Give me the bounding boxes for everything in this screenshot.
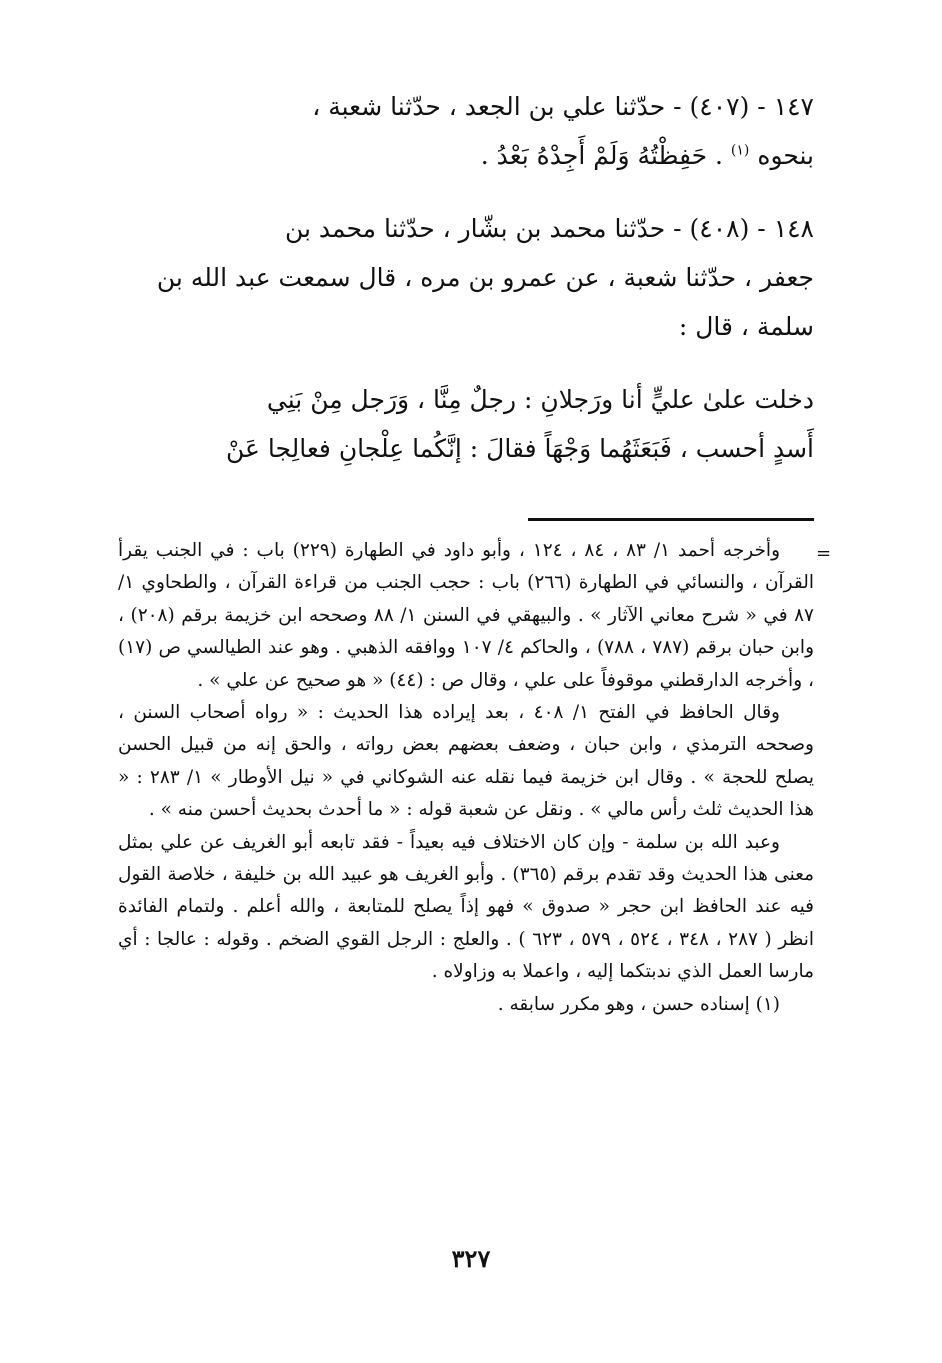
footnote-line: وقال الحافظ في الفتح ١/ ٤٠٨ ، بعد إيراده هذا الحديث : « رواه — [254, 702, 780, 724]
footnote-line: والحاكم ٤/ ١٠٧ ووافقه الذهبي . وهو عند الطيالسي ص (١٧) ، وأخرجه — [118, 637, 814, 691]
footnote-line: وأخرجه أحمد ١/ ٨٣ ، ٨٤ ، ١٢٤ ، وأبو داود في الطهارة (٢٢٩) باب : — [242, 540, 781, 561]
main-text — [118, 82, 814, 473]
footnote-line: ٦٢٣ ) . والعلج : الرجل القوي الضخم . وقوله : عالجا : أي مارسا العمل — [118, 928, 814, 983]
footnote-line: علي بمثل معنى هذا الحديث وقد تقدم برقم (٣٦٥) . وأبو الغريف هو عبيد — [118, 831, 814, 886]
hadith-148-line-1: ١٤٨ - (٤٠٨) - حدّثنا محمد بن بشّار ، حدّثنا محمد بن — [284, 214, 814, 243]
hadith-148-line-2: جعفر ، حدّثنا شعبة ، عن عمرو بن مره ، قال سمعت عبد الله بن — [156, 263, 814, 292]
hadith-147-line-1: ١٤٧ - (٤٠٧) - حدّثنا علي بن الجعد ، حدّثنا شعبة ، — [312, 92, 814, 121]
footnote-1: (١) إسناده حسن ، وهو مكرر سابقه . — [497, 993, 780, 1015]
footnote-line: عن شعبة قوله : « ما أحدث بحديث أحسن منه » . — [148, 799, 530, 821]
footnote-line: الشوكاني في « نيل الأوطار » ١/ ٢٨٣ : « هذا الحديث ثلث رأس مالي » . ونقل — [118, 766, 814, 821]
footnote-ref-1: (١) — [730, 142, 750, 159]
hadith-148-line-3: سلمة ، قال : — [678, 312, 814, 341]
footnote-line: قراءة القرآن ، والطحاوي ١/ ٨٧ في « شرح معاني الآثار » . والبيهقي في السنن — [118, 572, 814, 626]
footnote-paragraph-2 — [118, 697, 814, 827]
hadith-147-text-b: . حَفِظْتُهُ وَلَمْ أَجِدْهُ بَعْدُ . — [480, 141, 723, 170]
footnote-line: الله بن خليفة ، خلاصة القول فيه عند الحافظ ابن حجر « صدوق » فهو إذاً يصلح — [118, 864, 815, 918]
matn-line-2: أَسدٍ أحسب ، فَبَعَثَهُما وَجْهَاً فقالَ : إنَّكُما عِلْجانِ فعالِجا عَنْ — [225, 434, 814, 463]
footnote-separator — [528, 518, 814, 521]
hadith-147-line-2 — [118, 131, 814, 180]
footnote-paragraph-3 — [118, 827, 814, 989]
matn-line-1: دخلت علىٰ عليٍّ أنا ورَجلانِ : رجلٌ مِنَّا ، وَرَجل مِنْ بَنِي — [266, 385, 814, 414]
paragraph-gap — [118, 351, 814, 375]
footnote-line: للمتابعة ، والله أعلم . ولتمام الفائدة انظر ( ٢٨٧ ، ٣٤٨ ، ٥٢٤ ، ٥٧٩ ، — [118, 896, 815, 950]
footnote-line: الذي ندبتكما إليه ، واعملا به وزاولاه . — [431, 961, 713, 983]
footnote-line: في الجنب يقرأ القرآن ، والنسائي في الطهارة (٢٦٦) باب : حجب الجنب من — [118, 540, 815, 594]
footnote-line: الدارقطني موقوفاً على علي ، وقال ص : (٤٤) « هو صحيح عن علي » . — [197, 669, 740, 691]
footnote-line: ١/ ٨٨ وصححه ابن خزيمة برقم (٢٠٨) ، وابن حبان برقم (٧٨٧ ، ٧٨٨) ، — [118, 604, 815, 659]
footnotes — [118, 535, 814, 1021]
footnote-paragraph-1 — [118, 535, 814, 697]
paragraph-gap — [118, 180, 814, 204]
footnote-line: وعبد الله بن سلمة - وإن كان الاختلاف فيه بعيداً - فقد تابعه أبو الغريف عن — [199, 831, 780, 853]
footnote-line: والحق إنه من قبيل الحسن يصلح للحجة » . وقال ابن خزيمة فيما نقله عنه — [118, 734, 814, 788]
footnote-line: أصحاب السنن ، وصححه الترمذي ، وابن حبان ، وضعف بعضهم بعض رواته ، — [118, 702, 814, 756]
footnote-continuation-mark: = — [816, 543, 832, 564]
page-number: ٣٢٧ — [451, 1244, 491, 1273]
hadith-147-text-a: بنحوه — [757, 141, 814, 170]
